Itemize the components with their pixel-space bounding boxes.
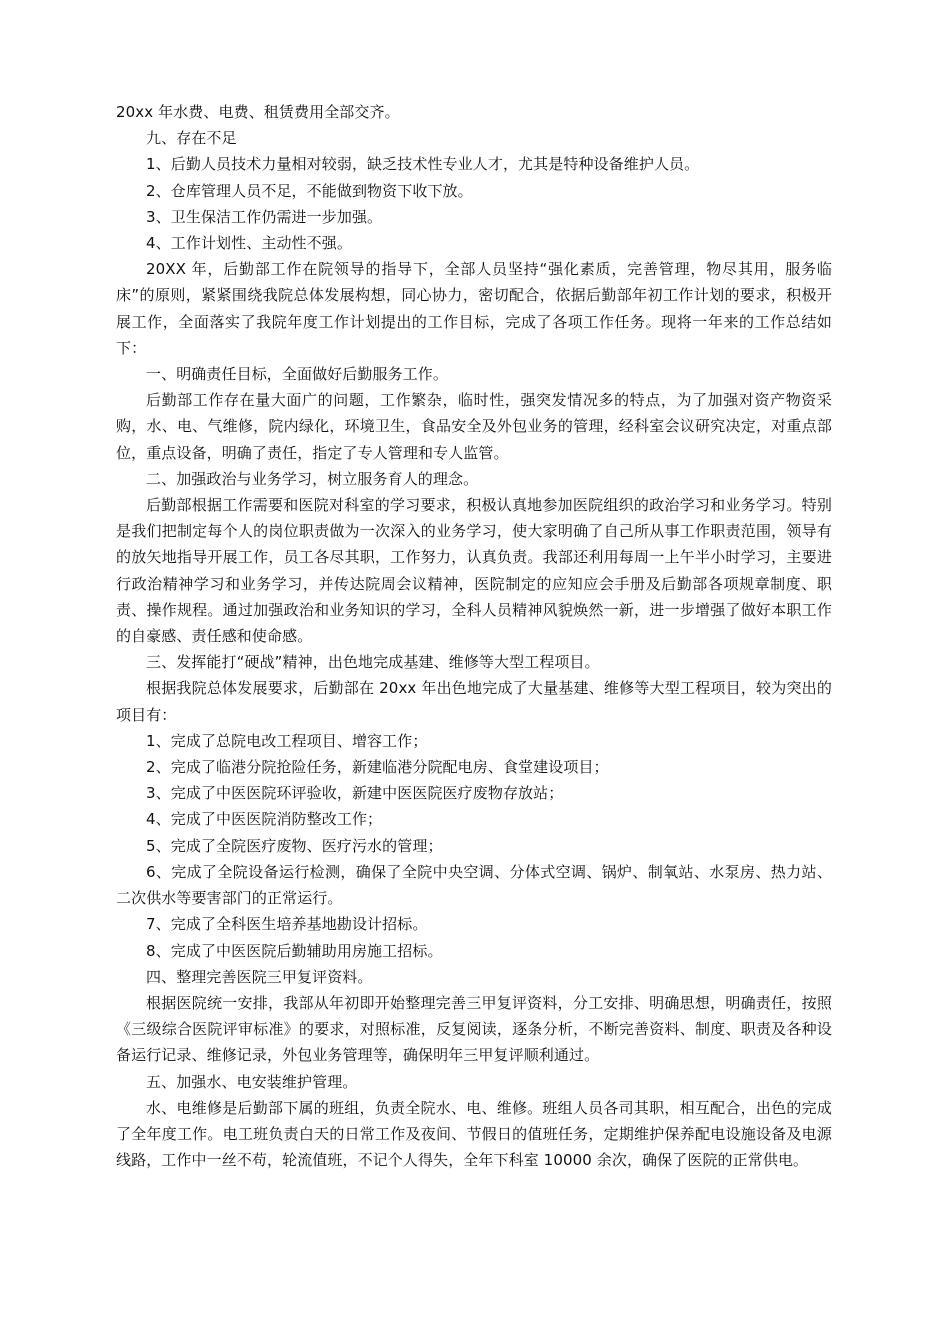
paragraph: 20xx 年水费、电费、租赁费用全部交齐。 xyxy=(116,103,400,121)
paragraph: 四、整理完善医院三甲复评资料。 xyxy=(146,967,373,986)
document-body xyxy=(116,99,832,1173)
paragraph: 5、完成了全院医疗废物、医疗污水的管理； xyxy=(146,836,443,855)
paragraph: 4、工作计划性、主动性不强。 xyxy=(146,234,352,253)
paragraph: 3、卫生保洁工作仍需进一步加强。 xyxy=(146,207,383,226)
paragraph: 6、完成了全院设备运行检测，确保了全院中央空调、分体式空调、锅炉、制氧站、水泵房、热力站、二次供水等要害部门的正常运行。 xyxy=(116,862,832,908)
paragraph: 三、发挥能打“硬战”精神，出色地完成基建、维修等大型工程项目。 xyxy=(146,653,600,672)
paragraph: 根据医院统一安排，我部从年初即开始整理完善三甲复评资料，分工安排、明确思想，明确责任，按照《三级综合医院评审标准》的要求，对照标准，反复阅读，逐条分析，不断完善资料、制度、职责及各种设备运行记录、维修记录，外包业务管理等，确保明年三甲复评顺利通过。 xyxy=(116,993,832,1065)
paragraph: 1、完成了总院电改工程项目、增容工作； xyxy=(146,731,428,750)
paragraph: 1、后勤人员技术力量相对较弱，缺乏技术性专业人才，尤其是特种设备维护人员。 xyxy=(146,155,700,174)
paragraph: 根据我院总体发展要求，后勤部在 20xx 年出色地完成了大量基建、维修等大型工程项目，较为突出的项目有： xyxy=(116,679,832,724)
paragraph: 水、电维修是后勤部下属的班组，负责全院水、电、维修。班组人员各司其职，相互配合，出色的完成了全年度工作。电工班负责白天的日常工作及夜间、节假日的值班任务，定期维护保养配电设施设备及电源线路，工作中一丝不苟，轮流值班，不记个人得失，全年下科室 10000 余次，确保了医院的正常供电。 xyxy=(116,1098,832,1170)
paragraph: 2、完成了临港分院抢险任务，新建临港分院配电房、食堂建设项目； xyxy=(146,758,609,777)
paragraph: 后勤部工作存在量大面广的问题，工作繁杂，临时性，强突发情况多的特点，为了加强对资产物资采购，水、电、气维修，院内绿化，环境卫生，食品安全及外包业务的管理，经科室会议研究决定，对重点部位，重点设备，明确了责任，指定了专人管理和专人监管。 xyxy=(116,391,832,462)
paragraph: 8、完成了中医医院后勤辅助用房施工招标。 xyxy=(146,941,443,960)
paragraph: 九、存在不足 xyxy=(146,129,237,148)
paragraph: 2、仓库管理人员不足，不能做到物资下收下放。 xyxy=(146,181,473,200)
paragraph: 二、加强政治与业务学习，树立服务育人的理念。 xyxy=(146,469,479,488)
paragraph: 五、加强水、电安装维护管理。 xyxy=(146,1072,358,1091)
paragraph: 4、完成了中医医院消防整改工作； xyxy=(146,810,383,829)
paragraph: 20XX 年，后勤部工作在院领导的指导下，全部人员坚持“强化素质，完善管理，物尽其用，服务临床”的原则，紧紧围绕我院总体发展构想，同心协力，密切配合，依据后勤部年初工作计划的要求，积极开展工作，全面落实了我院年度工作计划提出的工作目标，完成了各项工作任务。现将一年来的工作总结如下： xyxy=(116,260,832,357)
paragraph: 3、完成了中医医院环评验收，新建中医医院医疗废物存放站； xyxy=(146,784,564,803)
paragraph: 一、明确责任目标，全面做好后勤服务工作。 xyxy=(146,365,449,384)
paragraph: 7、完成了全科医生培养基地勘设计招标。 xyxy=(146,915,428,934)
paragraph: 后勤部根据工作需要和医院对科室的学习要求，积极认真地参加医院组织的政治学习和业务学习。特别是我们把制定每个人的岗位职责做为一次深入的业务学习，使大家明确了自己所从事工作职责范围，领导有的放矢地指导开展工作，员工各尽其职，工作努力，认真负责。我部还利用每周一上午半小时学习，主要进行政治精神学习和业务学习，并传达院周会议精神，医院制定的应知应会手册及后勤部各项规章制度、职责、操作规程。通过加强政治和业务知识的学习，全科人员精神风貌焕然一新，进一步增强了做好本职工作的自豪感、责任感和使命感。 xyxy=(116,496,832,646)
